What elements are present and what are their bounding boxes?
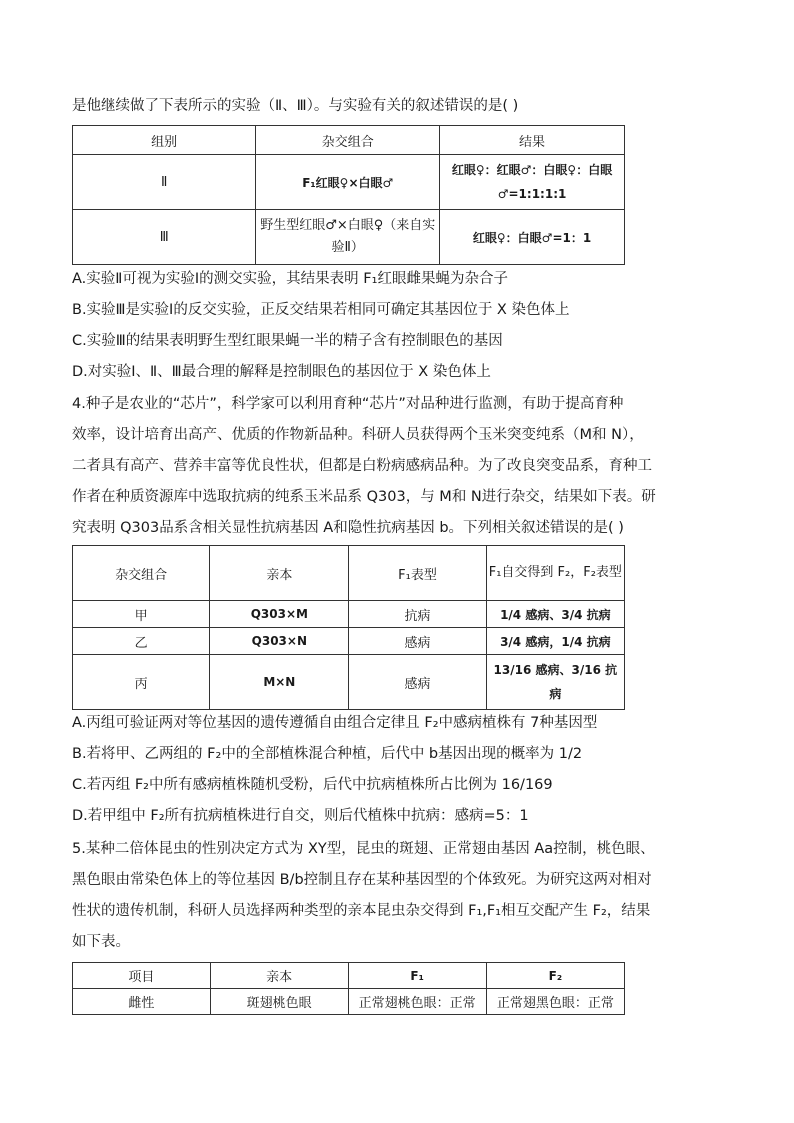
q4-line: 究表明 Q303品系含相关显性抗病基因 A和隐性抗病基因 b。下列相关叙述错误的是( )	[72, 520, 624, 536]
table1-header: 组别	[73, 126, 256, 155]
table2-cell: 13/16 感病、3/16 抗病	[486, 655, 624, 710]
table-row	[73, 155, 625, 210]
table-row	[73, 601, 625, 628]
table-row	[73, 628, 625, 655]
table-hybrid-results	[72, 545, 625, 710]
intro-text: 是他继续做了下表所示的实验（Ⅱ、Ⅲ）。与实验有关的叙述错误的是( )	[72, 98, 519, 114]
table2-header: 亲本	[210, 546, 349, 601]
table2-cell: 抗病	[349, 601, 486, 628]
q4-line: 作者在种质资源库中选取抗病的纯系玉米品系 Q303，与 M和 N进行杂交，结果如下表。研	[72, 489, 656, 505]
table3-header: 项目	[73, 963, 211, 989]
q4-line: 效率，设计培育出高产、优质的作物新品种。科研人员获得两个玉米突变纯系（M和 N），	[72, 427, 644, 443]
table2-cell: M×N	[210, 655, 349, 710]
q4-option-c: C.若丙组 F₂中所有感病植株随机受粉，后代中抗病植株所占比例为 16/169	[72, 777, 553, 793]
table1-cell: F₁红眼♀×白眼♂	[256, 155, 440, 210]
table1-cell: 红眼♀：白眼♂=1：1	[440, 210, 625, 265]
q5-line: 如下表。	[72, 934, 130, 950]
table3-cell: 斑翅桃色眼	[210, 989, 348, 1015]
q3-option-c: C.实验Ⅲ的结果表明野生型红眼果蝇一半的精子含有控制眼色的基因	[72, 333, 503, 349]
table2-cell: 丙	[73, 655, 210, 710]
table-row	[73, 655, 625, 710]
table3-header: F₂	[486, 963, 624, 989]
q4-option-d: D.若甲组中 F₂所有抗病植株进行自交，则后代植株中抗病：感病=5：1	[72, 808, 529, 824]
table1-cell: Ⅱ	[73, 155, 256, 210]
table3-cell: 正常翅黑色眼：正常	[486, 989, 624, 1015]
table1-header: 结果	[440, 126, 625, 155]
table1-cell: 红眼♀：红眼♂：白眼♀：白眼♂=1:1:1:1	[440, 155, 625, 210]
q4-line: 二者具有高产、营养丰富等优良性状，但都是白粉病感病品种。为了改良突变品系，育种工	[72, 458, 652, 474]
table2-cell: 感病	[349, 655, 486, 710]
q5-line: 黑色眼由常染色体上的等位基因 B/b控制且存在某种基因型的个体致死。为研究这两对相对	[72, 872, 652, 888]
table3-cell: 正常翅桃色眼：正常	[348, 989, 486, 1015]
table1-cell: 野生型红眼♂×白眼♀（来自实验Ⅱ）	[256, 210, 440, 265]
table2-cell: 甲	[73, 601, 210, 628]
table3-header: F₁	[348, 963, 486, 989]
table2-cell: 感病	[349, 628, 486, 655]
q3-option-b: B.实验Ⅲ是实验Ⅰ的反交实验，正反交结果若相同可确定其基因位于 X 染色体上	[72, 302, 570, 318]
q5-line: 5.某种二倍体昆虫的性别决定方式为 XY型，昆虫的斑翅、正常翅由基因 Aa控制，桃色眼、	[72, 841, 655, 857]
q3-option-d: D.对实验Ⅰ、Ⅱ、Ⅲ最合理的解释是控制眼色的基因位于 X 染色体上	[72, 364, 491, 380]
q4-line: 4.种子是农业的“芯片”，科学家可以利用育种“芯片”对品种进行监测，有助于提高育种	[72, 396, 624, 412]
table2-header: F₁表型	[349, 546, 486, 601]
table3-header: 亲本	[210, 963, 348, 989]
table2-header: 杂交组合	[73, 546, 210, 601]
table2-cell: 3/4 感病，1/4 抗病	[486, 628, 624, 655]
q5-line: 性状的遗传机制，科研人员选择两种类型的亲本昆虫杂交得到 F₁,F₁相互交配产生 F₂，结果	[72, 903, 651, 919]
table2-cell: 1/4 感病、3/4 抗病	[486, 601, 624, 628]
table-row	[73, 989, 625, 1015]
q4-option-a: A.丙组可验证两对等位基因的遗传遵循自由组合定律且 F₂中感病植株有 7种基因型	[72, 715, 598, 731]
q3-option-a: A.实验Ⅱ可视为实验Ⅰ的测交实验，其结果表明 F₁红眼雌果蝇为杂合子	[72, 271, 508, 287]
table-insect-results	[72, 962, 625, 1015]
table1-header: 杂交组合	[256, 126, 440, 155]
table2-header: F₁自交得到 F₂，F₂表型	[486, 546, 624, 601]
q4-option-b: B.若将甲、乙两组的 F₂中的全部植株混合种植，后代中 b基因出现的概率为 1/2	[72, 746, 583, 762]
table-experiments	[72, 125, 625, 265]
table2-cell: Q303×M	[210, 601, 349, 628]
table2-cell: 乙	[73, 628, 210, 655]
table-row	[73, 210, 625, 265]
table2-cell: Q303×N	[210, 628, 349, 655]
table1-cell: Ⅲ	[73, 210, 256, 265]
table3-cell: 雌性	[73, 989, 211, 1015]
